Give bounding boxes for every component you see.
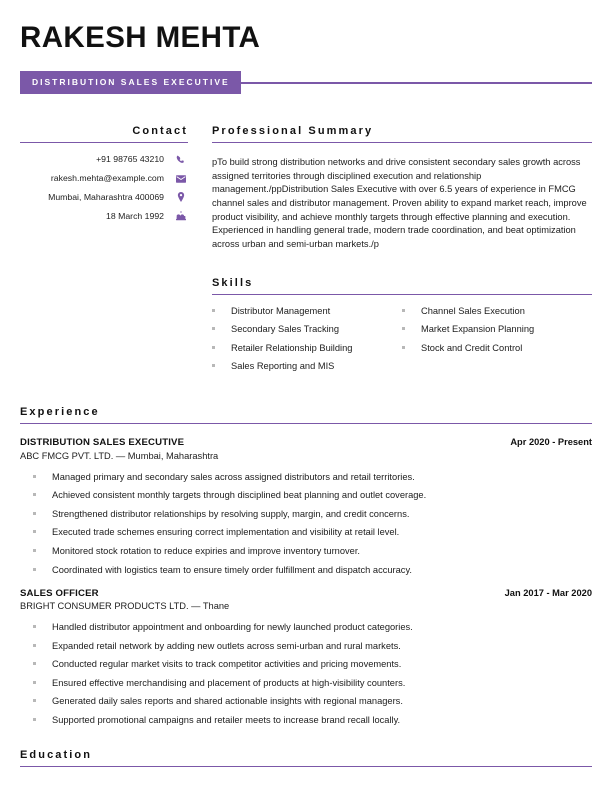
list-item	[20, 622, 592, 632]
list-item	[402, 343, 592, 353]
job-bullet-list	[20, 622, 592, 725]
list-item	[402, 306, 592, 316]
summary-heading: Professional Summary	[212, 125, 592, 143]
job-dates: Apr 2020 - Present	[510, 437, 592, 448]
square-bullet-icon	[212, 309, 215, 312]
bullet-text: Coordinated with logistics team to ensure timely order fulfillment and dispatch accuracy.	[52, 564, 412, 575]
experience-heading: Experience	[20, 406, 592, 424]
envelope-icon	[173, 175, 188, 183]
square-bullet-icon	[33, 568, 36, 571]
bullet-text: Conducted regular market visits to track competitor activities and pricing movements.	[52, 659, 402, 670]
list-item	[402, 324, 592, 334]
skill-label: Stock and Credit Control	[421, 342, 523, 353]
list-item	[20, 527, 592, 537]
square-bullet-icon	[402, 346, 405, 349]
contact-item-birthdate	[20, 211, 188, 222]
contact-birthdate-value: 18 March 1992	[106, 210, 164, 221]
summary-text: pTo build strong distribution networks and drive consistent secondary sales growth across assigned territories through disciplined execution and relationship management./ppDistribution Sales Executive with over 6.5 years of experience in FMCG channel sales and distributor management. Proven ability to expand market reach, improve product visibility, and achieve monthly targets through effective planning and execution. Experienced in handling general trade, modern trade coordination, and beat optimization across urban and semi-urban markets./p	[212, 157, 587, 250]
square-bullet-icon	[402, 327, 405, 330]
experience-entry	[20, 437, 592, 574]
list-item	[20, 565, 592, 575]
list-item	[212, 324, 402, 334]
skills-section	[212, 277, 592, 380]
job-header	[20, 588, 592, 599]
square-bullet-icon	[33, 699, 36, 702]
job-header	[20, 437, 592, 448]
list-item	[20, 696, 592, 706]
education-heading: Education	[20, 749, 592, 767]
experience-section	[20, 406, 592, 725]
bullet-text: Generated daily sales reports and shared actionable insights with regional managers.	[52, 696, 403, 707]
square-bullet-icon	[33, 625, 36, 628]
skill-label: Retailer Relationship Building	[231, 342, 353, 353]
contact-item-email	[20, 173, 188, 184]
bullet-text: Achieved consistent monthly targets through disciplined beat planning and outlet coverage.	[52, 490, 427, 501]
list-item	[20, 678, 592, 688]
skills-heading: Skills	[212, 277, 592, 295]
contact-item-location	[20, 192, 188, 203]
bullet-text: Monitored stock rotation to reduce expiries and improve inventory turnover.	[52, 545, 360, 556]
skills-column-left	[212, 306, 402, 380]
upper-columns	[20, 125, 592, 380]
bullet-text: Expanded retail network by adding new outlets across semi-urban and rural markets.	[52, 640, 401, 651]
job-dates: Jan 2017 - Mar 2020	[504, 587, 592, 598]
contact-column	[20, 125, 188, 229]
job-bullet-list	[20, 472, 592, 575]
square-bullet-icon	[33, 512, 36, 515]
contact-phone-value: +91 98765 43210	[96, 154, 164, 165]
square-bullet-icon	[33, 475, 36, 478]
header-divider-rule	[241, 82, 592, 84]
square-bullet-icon	[33, 530, 36, 533]
square-bullet-icon	[33, 681, 36, 684]
skill-label: Market Expansion Planning	[421, 324, 535, 335]
square-bullet-icon	[33, 662, 36, 665]
job-title-badge: DISTRIBUTION SALES EXECUTIVE	[20, 71, 241, 94]
contact-email-value: rakesh.mehta@example.com	[50, 172, 164, 183]
list-item	[212, 306, 402, 316]
list-item	[212, 361, 402, 371]
list-item	[212, 343, 402, 353]
skill-label: Channel Sales Execution	[421, 305, 525, 316]
skill-label: Secondary Sales Tracking	[231, 324, 340, 335]
square-bullet-icon	[212, 346, 215, 349]
square-bullet-icon	[33, 718, 36, 721]
square-bullet-icon	[212, 327, 215, 330]
contact-location-value: Mumbai, Maharashtra 400069	[48, 191, 164, 202]
square-bullet-icon	[212, 364, 215, 367]
resume-header	[20, 0, 592, 94]
contact-list	[20, 154, 188, 222]
contact-item-phone	[20, 154, 188, 165]
square-bullet-icon	[33, 549, 36, 552]
bullet-text: Managed primary and secondary sales across assigned distributors and retail territories.	[52, 471, 415, 482]
bullet-text: Executed trade schemes ensuring correct implementation and visibility at retail level.	[52, 527, 400, 538]
skills-grid	[212, 306, 592, 380]
list-item	[20, 509, 592, 519]
list-item	[20, 546, 592, 556]
bullet-text: Supported promotional campaigns and retailer meets to increase brand recall locally.	[52, 715, 401, 726]
job-title: SALES OFFICER	[20, 587, 99, 599]
education-section	[20, 749, 592, 767]
job-company: BRIGHT CONSUMER PRODUCTS LTD. — Thane	[20, 601, 230, 612]
job-title: DISTRIBUTION SALES EXECUTIVE	[20, 437, 185, 449]
summary-skills-column	[212, 125, 592, 380]
list-item	[20, 715, 592, 725]
bullet-text: Strengthened distributor relationships by resolving supply, margin, and credit concerns.	[52, 508, 410, 519]
list-item	[20, 472, 592, 482]
phone-icon	[173, 155, 188, 164]
candidate-name: RAKESH MEHTA	[20, 21, 261, 54]
square-bullet-icon	[33, 493, 36, 496]
bullet-text: Handled distributor appointment and onboarding for newly launched product categories.	[52, 622, 413, 633]
list-item	[20, 659, 592, 669]
square-bullet-icon	[402, 309, 405, 312]
job-title-row	[20, 71, 592, 94]
skill-label: Distributor Management	[231, 305, 331, 316]
bullet-text: Ensured effective merchandising and placement of products at high-visibility counters.	[52, 677, 406, 688]
skill-label: Sales Reporting and MIS	[231, 361, 335, 372]
list-item	[20, 641, 592, 651]
experience-entry	[20, 588, 592, 725]
job-company: ABC FMCG PVT. LTD. — Mumbai, Maharashtra	[20, 450, 219, 461]
list-item	[20, 490, 592, 500]
skills-column-right	[402, 306, 592, 380]
square-bullet-icon	[33, 644, 36, 647]
location-pin-icon	[173, 192, 188, 202]
birthday-cake-icon	[173, 211, 188, 221]
contact-heading: Contact	[20, 125, 188, 143]
